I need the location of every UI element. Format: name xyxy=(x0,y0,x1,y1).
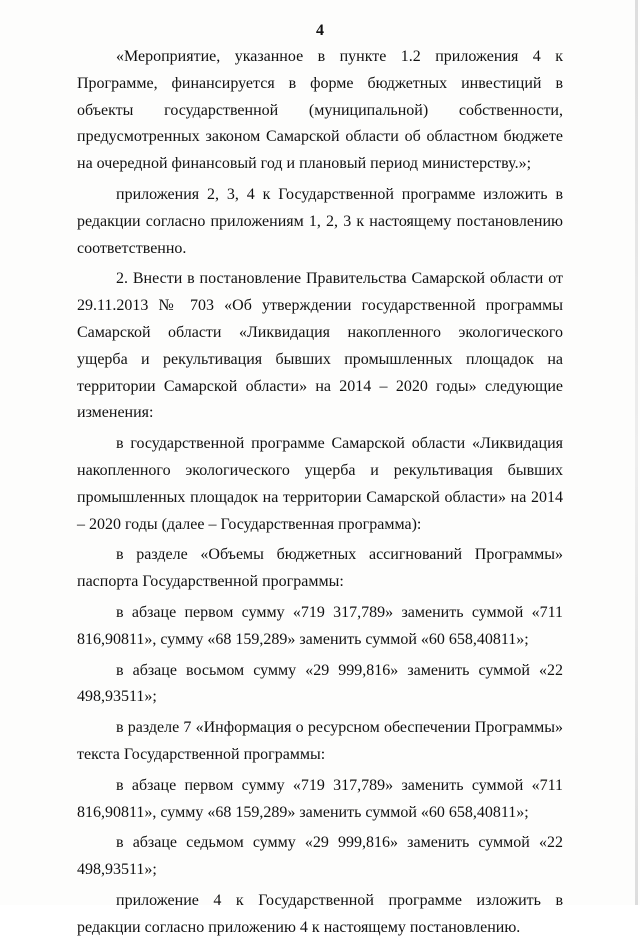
paragraph-amend-resolution-703: 2. Внести в постановление Правительства Самарской области от 29.11.2013 № 703 «Об утверждении государственной программы Самарской области «Ликвидация накопленного экологического ущерба и рекультивация бывших промышленных площадок на территории Самарской области» на 2014 – 2020 годы» следующие изменения: xyxy=(77,270,563,422)
paragraph-state-program: в государственной программе Самарской области «Ликвидация накопленного экологического ущерба и рекультивация бывших промышленных площадок на территории Самарской области» на 2014 – 2020 годы (далее – Государственная программа): xyxy=(77,435,563,533)
paragraph-section-7: в разделе 7 «Информация о ресурсном обеспечении Программы» текста Государственной программы: xyxy=(77,719,563,763)
paragraph-eighth-abzac: в абзаце восьмом сумму «29 999,816» заменить суммой «22 498,93511»; xyxy=(77,661,563,706)
page-number: 4 xyxy=(316,22,324,39)
paragraph-appendix-4: приложение 4 к Государственной программе изложить в редакции согласно приложению 4 к настоящему постановлению. xyxy=(77,891,563,936)
document-body xyxy=(77,44,563,946)
paragraph-activity-financing: «Мероприятие, указанное в пункте 1.2 приложения 4 к Программе, финансируется в форме бюджетных инвестиций в объекты государственной (муниципальной) собственности, предусмотренных законом Самарской области об областном бюджете на очередной финансовый год и плановый период министерству.»; xyxy=(77,48,563,173)
paragraph-first-abzac-section-7: в абзаце первом сумму «719 317,789» заменить суммой «711 816,90811», сумму «68 159,289» заменить суммой «60 658,40811»; xyxy=(77,776,563,821)
paragraph-appendices-2-3-4: приложения 2, 3, 4 к Государственной программе изложить в редакции согласно приложениям 1, 2, 3 к настоящему постановлению соответственно. xyxy=(77,185,563,257)
paragraph-first-abzac-passport: в абзаце первом сумму «719 317,789» заменить суммой «711 816,90811», сумму «68 159,289» заменить суммой «60 658,40811»; xyxy=(77,603,563,648)
scan-edge-shadow xyxy=(635,0,638,905)
paragraph-seventh-abzac: в абзаце седьмом сумму «29 999,816» заменить суммой «22 498,93511»; xyxy=(77,834,563,879)
paragraph-budget-section: в разделе «Объемы бюджетных ассигнований Программы» паспорта Государственной программы: xyxy=(77,546,563,591)
